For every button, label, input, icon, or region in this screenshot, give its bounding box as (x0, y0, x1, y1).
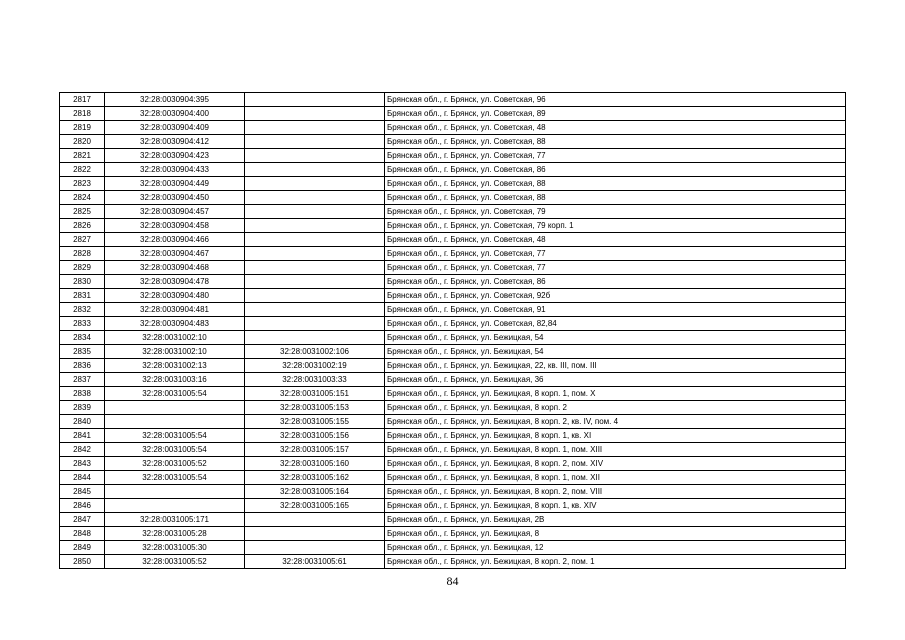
address-cell: Брянская обл., г. Брянск, ул. Советская, 88 (385, 135, 846, 149)
address-cell: Брянская обл., г. Брянск, ул. Бежицкая, 8 корп. 2, кв. IV, пом. 4 (385, 415, 846, 429)
address-cell: Брянская обл., г. Брянск, ул. Бежицкая, 8 корп. 2, пом. XIV (385, 457, 846, 471)
cadastral-number-cell: 32:28:0030904:409 (105, 121, 245, 135)
cadastral-number-cell: 32:28:0031005:52 (105, 555, 245, 569)
linked-cadastral-number-cell (245, 303, 385, 317)
linked-cadastral-number-cell: 32:28:0031005:157 (245, 443, 385, 457)
table-row (60, 471, 846, 485)
row-number-cell: 2840 (60, 415, 105, 429)
table-row (60, 345, 846, 359)
table-row (60, 443, 846, 457)
row-number-cell: 2843 (60, 457, 105, 471)
linked-cadastral-number-cell: 32:28:0031005:156 (245, 429, 385, 443)
table-row (60, 135, 846, 149)
cadastral-number-cell: 32:28:0030904:466 (105, 233, 245, 247)
cadastral-number-cell: 32:28:0030904:412 (105, 135, 245, 149)
address-cell: Брянская обл., г. Брянск, ул. Советская, 91 (385, 303, 846, 317)
row-number-cell: 2831 (60, 289, 105, 303)
address-cell: Брянская обл., г. Брянск, ул. Советская, 96 (385, 93, 846, 107)
address-cell: Брянская обл., г. Брянск, ул. Бежицкая, 8 (385, 527, 846, 541)
row-number-cell: 2823 (60, 177, 105, 191)
cadastral-number-cell: 32:28:0031005:54 (105, 387, 245, 401)
row-number-cell: 2849 (60, 541, 105, 555)
linked-cadastral-number-cell: 32:28:0031005:162 (245, 471, 385, 485)
address-cell: Брянская обл., г. Брянск, ул. Советская, 79 (385, 205, 846, 219)
table-row (60, 219, 846, 233)
row-number-cell: 2844 (60, 471, 105, 485)
address-cell: Брянская обл., г. Брянск, ул. Советская, 77 (385, 247, 846, 261)
table-row (60, 289, 846, 303)
table-row (60, 415, 846, 429)
row-number-cell: 2841 (60, 429, 105, 443)
address-cell: Брянская обл., г. Брянск, ул. Советская, 48 (385, 233, 846, 247)
cadastral-number-cell: 32:28:0030904:458 (105, 219, 245, 233)
row-number-cell: 2833 (60, 317, 105, 331)
cadastral-number-cell: 32:28:0031005:171 (105, 513, 245, 527)
address-cell: Брянская обл., г. Брянск, ул. Бежицкая, 2В (385, 513, 846, 527)
table-row (60, 373, 846, 387)
row-number-cell: 2848 (60, 527, 105, 541)
linked-cadastral-number-cell (245, 513, 385, 527)
table-row (60, 527, 846, 541)
table-row (60, 513, 846, 527)
cadastral-number-cell: 32:28:0030904:450 (105, 191, 245, 205)
linked-cadastral-number-cell (245, 317, 385, 331)
address-cell: Брянская обл., г. Брянск, ул. Советская, 79 корп. 1 (385, 219, 846, 233)
row-number-cell: 2830 (60, 275, 105, 289)
address-cell: Брянская обл., г. Брянск, ул. Советская, 88 (385, 191, 846, 205)
linked-cadastral-number-cell (245, 275, 385, 289)
row-number-cell: 2847 (60, 513, 105, 527)
row-number-cell: 2846 (60, 499, 105, 513)
linked-cadastral-number-cell (245, 527, 385, 541)
table-row (60, 205, 846, 219)
linked-cadastral-number-cell (245, 247, 385, 261)
address-cell: Брянская обл., г. Брянск, ул. Бежицкая, 8 корп. 2, пом. VIII (385, 485, 846, 499)
cadastral-number-cell: 32:28:0030904:400 (105, 107, 245, 121)
table-row (60, 275, 846, 289)
address-cell: Брянская обл., г. Брянск, ул. Советская, 92б (385, 289, 846, 303)
table-row (60, 191, 846, 205)
row-number-cell: 2826 (60, 219, 105, 233)
cadastral-number-cell: 32:28:0031005:28 (105, 527, 245, 541)
linked-cadastral-number-cell: 32:28:0031005:155 (245, 415, 385, 429)
address-cell: Брянская обл., г. Брянск, ул. Советская, 48 (385, 121, 846, 135)
row-number-cell: 2837 (60, 373, 105, 387)
row-number-cell: 2817 (60, 93, 105, 107)
row-number-cell: 2822 (60, 163, 105, 177)
cadastral-number-cell: 32:28:0030904:449 (105, 177, 245, 191)
table-row (60, 499, 846, 513)
table-row (60, 121, 846, 135)
linked-cadastral-number-cell (245, 149, 385, 163)
cadastral-number-cell: 32:28:0030904:483 (105, 317, 245, 331)
address-cell: Брянская обл., г. Брянск, ул. Советская, 77 (385, 149, 846, 163)
cadastral-number-cell: 32:28:0030904:467 (105, 247, 245, 261)
cadastral-number-cell: 32:28:0031005:54 (105, 443, 245, 457)
row-number-cell: 2828 (60, 247, 105, 261)
cadastral-number-cell: 32:28:0030904:457 (105, 205, 245, 219)
cadastral-number-cell (105, 485, 245, 499)
linked-cadastral-number-cell (245, 289, 385, 303)
address-cell: Брянская обл., г. Брянск, ул. Бежицкая, 36 (385, 373, 846, 387)
cadastral-number-cell: 32:28:0031002:10 (105, 345, 245, 359)
address-cell: Брянская обл., г. Брянск, ул. Бежицкая, 12 (385, 541, 846, 555)
table-row (60, 233, 846, 247)
cadastral-number-cell: 32:28:0031002:13 (105, 359, 245, 373)
linked-cadastral-number-cell (245, 261, 385, 275)
linked-cadastral-number-cell: 32:28:0031005:164 (245, 485, 385, 499)
address-cell: Брянская обл., г. Брянск, ул. Бежицкая, 8 корп. 1, кв. XI (385, 429, 846, 443)
cadastral-number-cell (105, 499, 245, 513)
linked-cadastral-number-cell (245, 191, 385, 205)
table-row (60, 317, 846, 331)
address-cell: Брянская обл., г. Брянск, ул. Бежицкая, 8 корп. 1, пом. XII (385, 471, 846, 485)
row-number-cell: 2850 (60, 555, 105, 569)
table-row (60, 149, 846, 163)
row-number-cell: 2829 (60, 261, 105, 275)
linked-cadastral-number-cell (245, 233, 385, 247)
row-number-cell: 2834 (60, 331, 105, 345)
table-row (60, 261, 846, 275)
table-body (60, 93, 846, 569)
linked-cadastral-number-cell (245, 107, 385, 121)
property-table (59, 92, 846, 569)
cadastral-number-cell: 32:28:0030904:480 (105, 289, 245, 303)
address-cell: Брянская обл., г. Брянск, ул. Бежицкая, 54 (385, 331, 846, 345)
row-number-cell: 2838 (60, 387, 105, 401)
table-row (60, 541, 846, 555)
row-number-cell: 2825 (60, 205, 105, 219)
row-number-cell: 2835 (60, 345, 105, 359)
cadastral-number-cell: 32:28:0030904:478 (105, 275, 245, 289)
table-row (60, 457, 846, 471)
row-number-cell: 2824 (60, 191, 105, 205)
address-cell: Брянская обл., г. Брянск, ул. Советская, 82,84 (385, 317, 846, 331)
row-number-cell: 2836 (60, 359, 105, 373)
linked-cadastral-number-cell: 32:28:0031005:160 (245, 457, 385, 471)
table-row (60, 401, 846, 415)
table-row (60, 359, 846, 373)
linked-cadastral-number-cell: 32:28:0031002:106 (245, 345, 385, 359)
row-number-cell: 2818 (60, 107, 105, 121)
table-row (60, 107, 846, 121)
row-number-cell: 2845 (60, 485, 105, 499)
table-row (60, 163, 846, 177)
cadastral-number-cell: 32:28:0031005:54 (105, 429, 245, 443)
table-row (60, 247, 846, 261)
table-row (60, 429, 846, 443)
cadastral-number-cell: 32:28:0031003:16 (105, 373, 245, 387)
cadastral-number-cell: 32:28:0030904:395 (105, 93, 245, 107)
address-cell: Брянская обл., г. Брянск, ул. Бежицкая, 22, кв. III, пом. III (385, 359, 846, 373)
table-row (60, 387, 846, 401)
address-cell: Брянская обл., г. Брянск, ул. Советская, 88 (385, 177, 846, 191)
cadastral-number-cell (105, 401, 245, 415)
address-cell: Брянская обл., г. Брянск, ул. Бежицкая, 8 корп. 2 (385, 401, 846, 415)
address-cell: Брянская обл., г. Брянск, ул. Советская, 89 (385, 107, 846, 121)
row-number-cell: 2832 (60, 303, 105, 317)
address-cell: Брянская обл., г. Брянск, ул. Советская, 86 (385, 163, 846, 177)
table-row (60, 331, 846, 345)
address-cell: Брянская обл., г. Брянск, ул. Советская, 77 (385, 261, 846, 275)
table-row (60, 93, 846, 107)
row-number-cell: 2839 (60, 401, 105, 415)
linked-cadastral-number-cell (245, 541, 385, 555)
linked-cadastral-number-cell (245, 121, 385, 135)
cadastral-number-cell: 32:28:0031005:54 (105, 471, 245, 485)
linked-cadastral-number-cell (245, 331, 385, 345)
row-number-cell: 2842 (60, 443, 105, 457)
linked-cadastral-number-cell: 32:28:0031002:19 (245, 359, 385, 373)
linked-cadastral-number-cell (245, 177, 385, 191)
linked-cadastral-number-cell: 32:28:0031003:33 (245, 373, 385, 387)
page-number: 84 (446, 574, 459, 588)
row-number-cell: 2819 (60, 121, 105, 135)
linked-cadastral-number-cell: 32:28:0031005:61 (245, 555, 385, 569)
linked-cadastral-number-cell (245, 135, 385, 149)
table-row (60, 303, 846, 317)
linked-cadastral-number-cell (245, 219, 385, 233)
cadastral-number-cell: 32:28:0031002:10 (105, 331, 245, 345)
linked-cadastral-number-cell: 32:28:0031005:165 (245, 499, 385, 513)
address-cell: Брянская обл., г. Брянск, ул. Бежицкая, 8 корп. 2, пом. 1 (385, 555, 846, 569)
linked-cadastral-number-cell (245, 205, 385, 219)
table-row (60, 177, 846, 191)
address-cell: Брянская обл., г. Брянск, ул. Бежицкая, 8 корп. 1, пом. XIII (385, 443, 846, 457)
cadastral-number-cell: 32:28:0030904:481 (105, 303, 245, 317)
linked-cadastral-number-cell (245, 93, 385, 107)
table-row (60, 555, 846, 569)
row-number-cell: 2821 (60, 149, 105, 163)
cadastral-number-cell: 32:28:0031005:30 (105, 541, 245, 555)
linked-cadastral-number-cell (245, 163, 385, 177)
address-cell: Брянская обл., г. Брянск, ул. Бежицкая, 8 корп. 1, пом. X (385, 387, 846, 401)
linked-cadastral-number-cell: 32:28:0031005:151 (245, 387, 385, 401)
address-cell: Брянская обл., г. Брянск, ул. Бежицкая, 54 (385, 345, 846, 359)
linked-cadastral-number-cell: 32:28:0031005:153 (245, 401, 385, 415)
cadastral-number-cell: 32:28:0030904:433 (105, 163, 245, 177)
table-row (60, 485, 846, 499)
address-cell: Брянская обл., г. Брянск, ул. Бежицкая, 8 корп. 1, кв. XIV (385, 499, 846, 513)
row-number-cell: 2827 (60, 233, 105, 247)
cadastral-number-cell: 32:28:0030904:468 (105, 261, 245, 275)
cadastral-number-cell: 32:28:0031005:52 (105, 457, 245, 471)
address-cell: Брянская обл., г. Брянск, ул. Советская, 86 (385, 275, 846, 289)
row-number-cell: 2820 (60, 135, 105, 149)
cadastral-number-cell: 32:28:0030904:423 (105, 149, 245, 163)
cadastral-number-cell (105, 415, 245, 429)
